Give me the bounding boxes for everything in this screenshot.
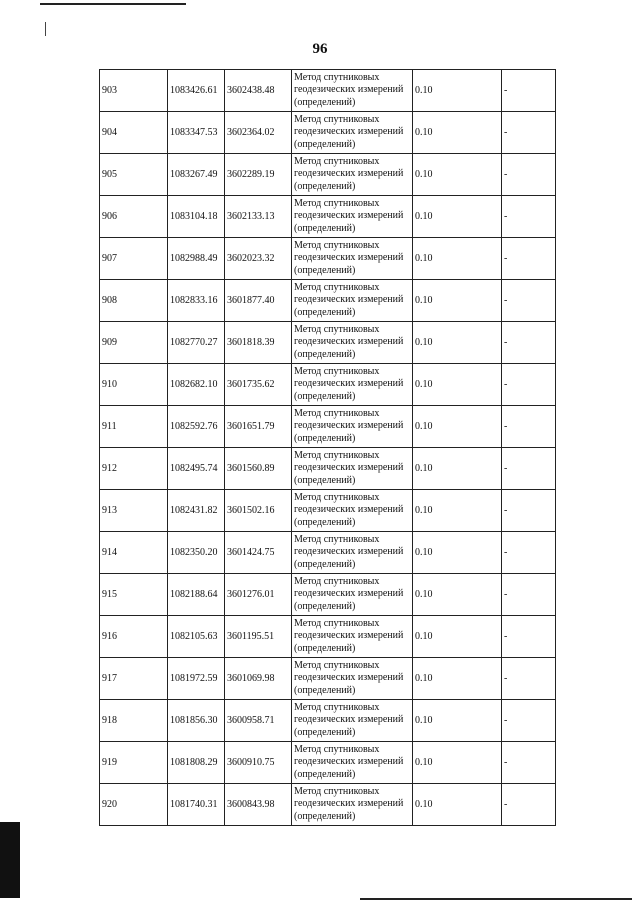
accuracy-cell: 0.10	[413, 322, 502, 364]
table-row	[100, 700, 556, 742]
x-coordinate-cell: 1082105.63	[168, 616, 225, 658]
method-cell: Метод спутниковых геодезических измерений (определений)	[292, 784, 413, 826]
method-cell: Метод спутниковых геодезических измерений (определений)	[292, 616, 413, 658]
point-number-cell: 903	[100, 70, 168, 112]
y-coordinate-cell: 3601424.75	[225, 532, 292, 574]
note-cell: -	[502, 784, 556, 826]
note-cell: -	[502, 574, 556, 616]
table-row	[100, 532, 556, 574]
table-row	[100, 784, 556, 826]
table-row	[100, 364, 556, 406]
scan-edge-bar	[0, 822, 20, 898]
x-coordinate-cell: 1082592.76	[168, 406, 225, 448]
accuracy-cell: 0.10	[413, 70, 502, 112]
x-coordinate-cell: 1081856.30	[168, 700, 225, 742]
point-number-cell: 908	[100, 280, 168, 322]
top-scan-rule	[40, 3, 186, 5]
y-coordinate-cell: 3601877.40	[225, 280, 292, 322]
accuracy-cell: 0.10	[413, 154, 502, 196]
coordinates-table	[99, 69, 556, 826]
coordinates-table-body	[100, 70, 556, 826]
note-cell: -	[502, 658, 556, 700]
method-cell: Метод спутниковых геодезических измерений (определений)	[292, 364, 413, 406]
note-cell: -	[502, 322, 556, 364]
table-row	[100, 490, 556, 532]
point-number-cell: 915	[100, 574, 168, 616]
x-coordinate-cell: 1082495.74	[168, 448, 225, 490]
point-number-cell: 913	[100, 490, 168, 532]
note-cell: -	[502, 406, 556, 448]
table-row	[100, 238, 556, 280]
accuracy-cell: 0.10	[413, 742, 502, 784]
y-coordinate-cell: 3602133.13	[225, 196, 292, 238]
x-coordinate-cell: 1082770.27	[168, 322, 225, 364]
x-coordinate-cell: 1082833.16	[168, 280, 225, 322]
accuracy-cell: 0.10	[413, 490, 502, 532]
accuracy-cell: 0.10	[413, 532, 502, 574]
note-cell: -	[502, 490, 556, 532]
table-row	[100, 70, 556, 112]
table-row	[100, 322, 556, 364]
y-coordinate-cell: 3602023.32	[225, 238, 292, 280]
note-cell: -	[502, 280, 556, 322]
page-number: 96	[312, 41, 328, 57]
x-coordinate-cell: 1082682.10	[168, 364, 225, 406]
y-coordinate-cell: 3600843.98	[225, 784, 292, 826]
method-cell: Метод спутниковых геодезических измерений (определений)	[292, 154, 413, 196]
method-cell: Метод спутниковых геодезических измерений (определений)	[292, 574, 413, 616]
point-number-cell: 920	[100, 784, 168, 826]
method-cell: Метод спутниковых геодезических измерений (определений)	[292, 700, 413, 742]
accuracy-cell: 0.10	[413, 700, 502, 742]
point-number-cell: 914	[100, 532, 168, 574]
x-coordinate-cell: 1081972.59	[168, 658, 225, 700]
point-number-cell: 912	[100, 448, 168, 490]
method-cell: Метод спутниковых геодезических измерений (определений)	[292, 658, 413, 700]
y-coordinate-cell: 3601735.62	[225, 364, 292, 406]
x-coordinate-cell: 1082431.82	[168, 490, 225, 532]
method-cell: Метод спутниковых геодезических измерений (определений)	[292, 196, 413, 238]
x-coordinate-cell: 1083426.61	[168, 70, 225, 112]
table-row	[100, 448, 556, 490]
y-coordinate-cell: 3602364.02	[225, 112, 292, 154]
y-coordinate-cell: 3601560.89	[225, 448, 292, 490]
accuracy-cell: 0.10	[413, 364, 502, 406]
table-row	[100, 616, 556, 658]
note-cell: -	[502, 112, 556, 154]
method-cell: Метод спутниковых геодезических измерений (определений)	[292, 112, 413, 154]
method-cell: Метод спутниковых геодезических измерений (определений)	[292, 742, 413, 784]
accuracy-cell: 0.10	[413, 616, 502, 658]
method-cell: Метод спутниковых геодезических измерений (определений)	[292, 70, 413, 112]
x-coordinate-cell: 1082350.20	[168, 532, 225, 574]
table-row	[100, 196, 556, 238]
table-row	[100, 742, 556, 784]
note-cell: -	[502, 154, 556, 196]
x-coordinate-cell: 1081808.29	[168, 742, 225, 784]
note-cell: -	[502, 700, 556, 742]
method-cell: Метод спутниковых геодезических измерений (определений)	[292, 280, 413, 322]
x-coordinate-cell: 1082188.64	[168, 574, 225, 616]
table-row	[100, 406, 556, 448]
y-coordinate-cell: 3602438.48	[225, 70, 292, 112]
note-cell: -	[502, 196, 556, 238]
method-cell: Метод спутниковых геодезических измерений (определений)	[292, 238, 413, 280]
point-number-cell: 906	[100, 196, 168, 238]
accuracy-cell: 0.10	[413, 112, 502, 154]
accuracy-cell: 0.10	[413, 448, 502, 490]
point-number-cell: 910	[100, 364, 168, 406]
y-coordinate-cell: 3601502.16	[225, 490, 292, 532]
method-cell: Метод спутниковых геодезических измерений (определений)	[292, 322, 413, 364]
bottom-scan-rule	[360, 898, 632, 900]
note-cell: -	[502, 616, 556, 658]
point-number-cell: 911	[100, 406, 168, 448]
table-row	[100, 280, 556, 322]
x-coordinate-cell: 1083347.53	[168, 112, 225, 154]
accuracy-cell: 0.10	[413, 196, 502, 238]
point-number-cell: 917	[100, 658, 168, 700]
note-cell: -	[502, 238, 556, 280]
x-coordinate-cell: 1081740.31	[168, 784, 225, 826]
accuracy-cell: 0.10	[413, 574, 502, 616]
y-coordinate-cell: 3601651.79	[225, 406, 292, 448]
y-coordinate-cell: 3602289.19	[225, 154, 292, 196]
point-number-cell: 919	[100, 742, 168, 784]
x-coordinate-cell: 1083104.18	[168, 196, 225, 238]
point-number-cell: 907	[100, 238, 168, 280]
point-number-cell: 918	[100, 700, 168, 742]
point-number-cell: 904	[100, 112, 168, 154]
table-row	[100, 112, 556, 154]
method-cell: Метод спутниковых геодезических измерений (определений)	[292, 448, 413, 490]
note-cell: -	[502, 364, 556, 406]
note-cell: -	[502, 448, 556, 490]
x-coordinate-cell: 1082988.49	[168, 238, 225, 280]
point-number-cell: 905	[100, 154, 168, 196]
note-cell: -	[502, 70, 556, 112]
accuracy-cell: 0.10	[413, 784, 502, 826]
y-coordinate-cell: 3600910.75	[225, 742, 292, 784]
note-cell: -	[502, 532, 556, 574]
y-coordinate-cell: 3601276.01	[225, 574, 292, 616]
point-number-cell: 916	[100, 616, 168, 658]
scan-mark	[45, 22, 46, 36]
accuracy-cell: 0.10	[413, 238, 502, 280]
y-coordinate-cell: 3601069.98	[225, 658, 292, 700]
y-coordinate-cell: 3601818.39	[225, 322, 292, 364]
x-coordinate-cell: 1083267.49	[168, 154, 225, 196]
table-row	[100, 658, 556, 700]
table-row	[100, 574, 556, 616]
table-row	[100, 154, 556, 196]
accuracy-cell: 0.10	[413, 658, 502, 700]
method-cell: Метод спутниковых геодезических измерений (определений)	[292, 406, 413, 448]
accuracy-cell: 0.10	[413, 280, 502, 322]
accuracy-cell: 0.10	[413, 406, 502, 448]
note-cell: -	[502, 742, 556, 784]
method-cell: Метод спутниковых геодезических измерений (определений)	[292, 490, 413, 532]
y-coordinate-cell: 3600958.71	[225, 700, 292, 742]
y-coordinate-cell: 3601195.51	[225, 616, 292, 658]
point-number-cell: 909	[100, 322, 168, 364]
method-cell: Метод спутниковых геодезических измерений (определений)	[292, 532, 413, 574]
